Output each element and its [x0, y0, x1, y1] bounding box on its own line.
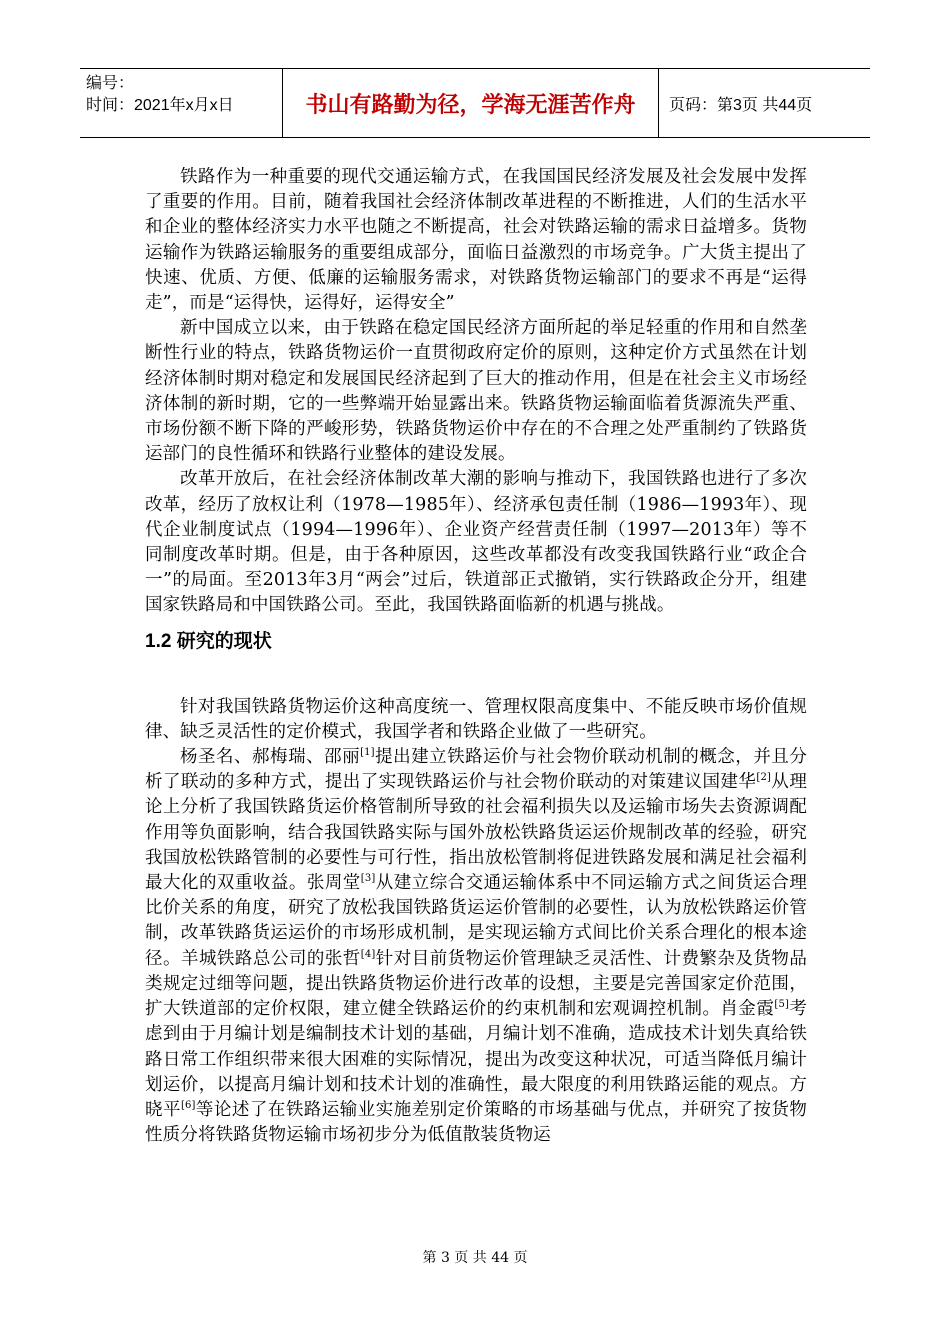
document-body [145, 165, 807, 1148]
text-run: 考虑到由于月编计划是编制技术计划的基础，月编计划不准确，造成技术计划失真给铁路日常工作组织带来很大困难的实际情况，提出为改变这种状况，可适当降低月编计划运价，以提高月编计划和技术计划的准确性，最大限度的利用铁路运能的观点。方晓平 [145, 999, 807, 1120]
header-page-info: 页码：第3页 共44页 [669, 96, 813, 114]
page-header [80, 68, 870, 138]
citation-ref: [5] [774, 999, 790, 1011]
body-paragraph: 针对我国铁路货物运价这种高度统一、管理权限高度集中、不能反映市场价值规律、缺乏灵活性的定价模式，我国学者和铁路企业做了一些研究。 [145, 696, 807, 742]
citation-ref: [3] [360, 873, 376, 885]
text-run: 杨圣名、郝梅瑞、邵丽 [180, 747, 361, 768]
text-run: 从理论上分析了我国铁路货运价格管制所导致的社会福利损失以及运输市场失去资源调配作用等负面影响，结合我国铁路实际与国外放松铁路货运运价规制改革的经验，研究我国放松铁路管制的必要性与可行性，指出放松管制将促进铁路发展和满足社会福利最大化的双重收益。张周堂 [145, 772, 807, 894]
document-number-label: 编号： [86, 75, 135, 92]
text-run: 针对目前货物运价管理缺乏灵活性、计费繁杂及货物品类规定过细等问题，提出铁路货物运价进行改革的设想，主要是完善国家定价范围，扩大铁道部的定价权限，建立健全铁路运价的约束机制和宏观调控机制。肖金霞 [145, 948, 807, 1020]
literature-review-paragraph [145, 745, 807, 1148]
text-run: 等论述了在铁路运输业实施差别定价策略的市场基础与优点，并研究了按货物性质分将铁路货物运输市场初步分为低值散装货物运 [145, 1099, 807, 1146]
header-meta [80, 69, 283, 137]
header-motto: 书山有路勤为径，学海无涯苦作舟 [283, 69, 659, 137]
page-footer: 第 3 页 共 44 页 [422, 1250, 528, 1266]
body-paragraph: 改革开放后，在社会经济体制改革大潮的影响与推动下，我国铁路也进行了多次改革，经历了放权让利（1978—1985年）、经济承包责任制（1986—1993年）、现代企业制度试点（1994—1996年）、企业资产经营责任制（1997—2013年）等不同制度改革时期。但是，由于各种原因，这些改革都没有改变我国铁路行业“政企合一”的局面。至2013年3月“两会”过后，铁道部正式撤销，实行铁路政企分开，组建国家铁路局和中国铁路公司。至此，我国铁路面临新的机遇与挑战。 [145, 469, 807, 616]
document-time-label: 时间：2021年x月x日 [86, 97, 234, 114]
citation-ref: [1] [360, 747, 375, 759]
text-run: 提出建立铁路运价与社会物价联动机制的概念，并且分析了联动的多种方式，提出了实现铁路运价与社会物价联动的对策建议国建华 [145, 747, 807, 793]
body-paragraph: 铁路作为一种重要的现代交通运输方式，在我国国民经济发展及社会发展中发挥了重要的作用。目前，随着我国社会经济体制改革进程的不断推进，人们的生活水平和企业的整体经济实力水平也随之不断提高，社会对铁路运输的需求日益增多。货物运输作为铁路运输服务的重要组成部分，面临日益激烈的市场竞争。广大货主提出了快速、优质、方便、低廉的运输服务需求，对铁路货物运输部门的要求不再是“运得走”，而是“运得快，运得好，运得安全” [145, 167, 807, 314]
citation-ref: [2] [756, 772, 772, 784]
section-heading: 1.2 研究的现状 [145, 630, 272, 652]
text-run: 从建立综合交通运输体系中不同运输方式之间货运合理比价关系的角度，研究了放松我国铁路货运运价管制的必要性，认为放松铁路运价管制，改革铁路货运运价的市场形成机制，是实现运输方式间比价关系合理化的根本途径。羊城铁路总公司的张哲 [145, 873, 807, 969]
citation-ref: [4] [360, 948, 376, 960]
citation-ref: [6] [180, 1099, 196, 1111]
body-paragraph: 新中国成立以来，由于铁路在稳定国民经济方面所起的举足轻重的作用和自然垄断性行业的特点，铁路货物运价一直贯彻政府定价的原则，这种定价方式虽然在计划经济体制时期对稳定和发展国民经济起到了巨大的推动作用，但是在社会主义市场经济体制的新时期，它的一些弊端开始显露出来。铁路货物运输面临着货源流失严重、市场份额不断下降的严峻形势，铁路货物运价中存在的不合理之处严重制约了铁路货运部门的良性循环和铁路行业整体的建设发展。 [145, 318, 807, 465]
